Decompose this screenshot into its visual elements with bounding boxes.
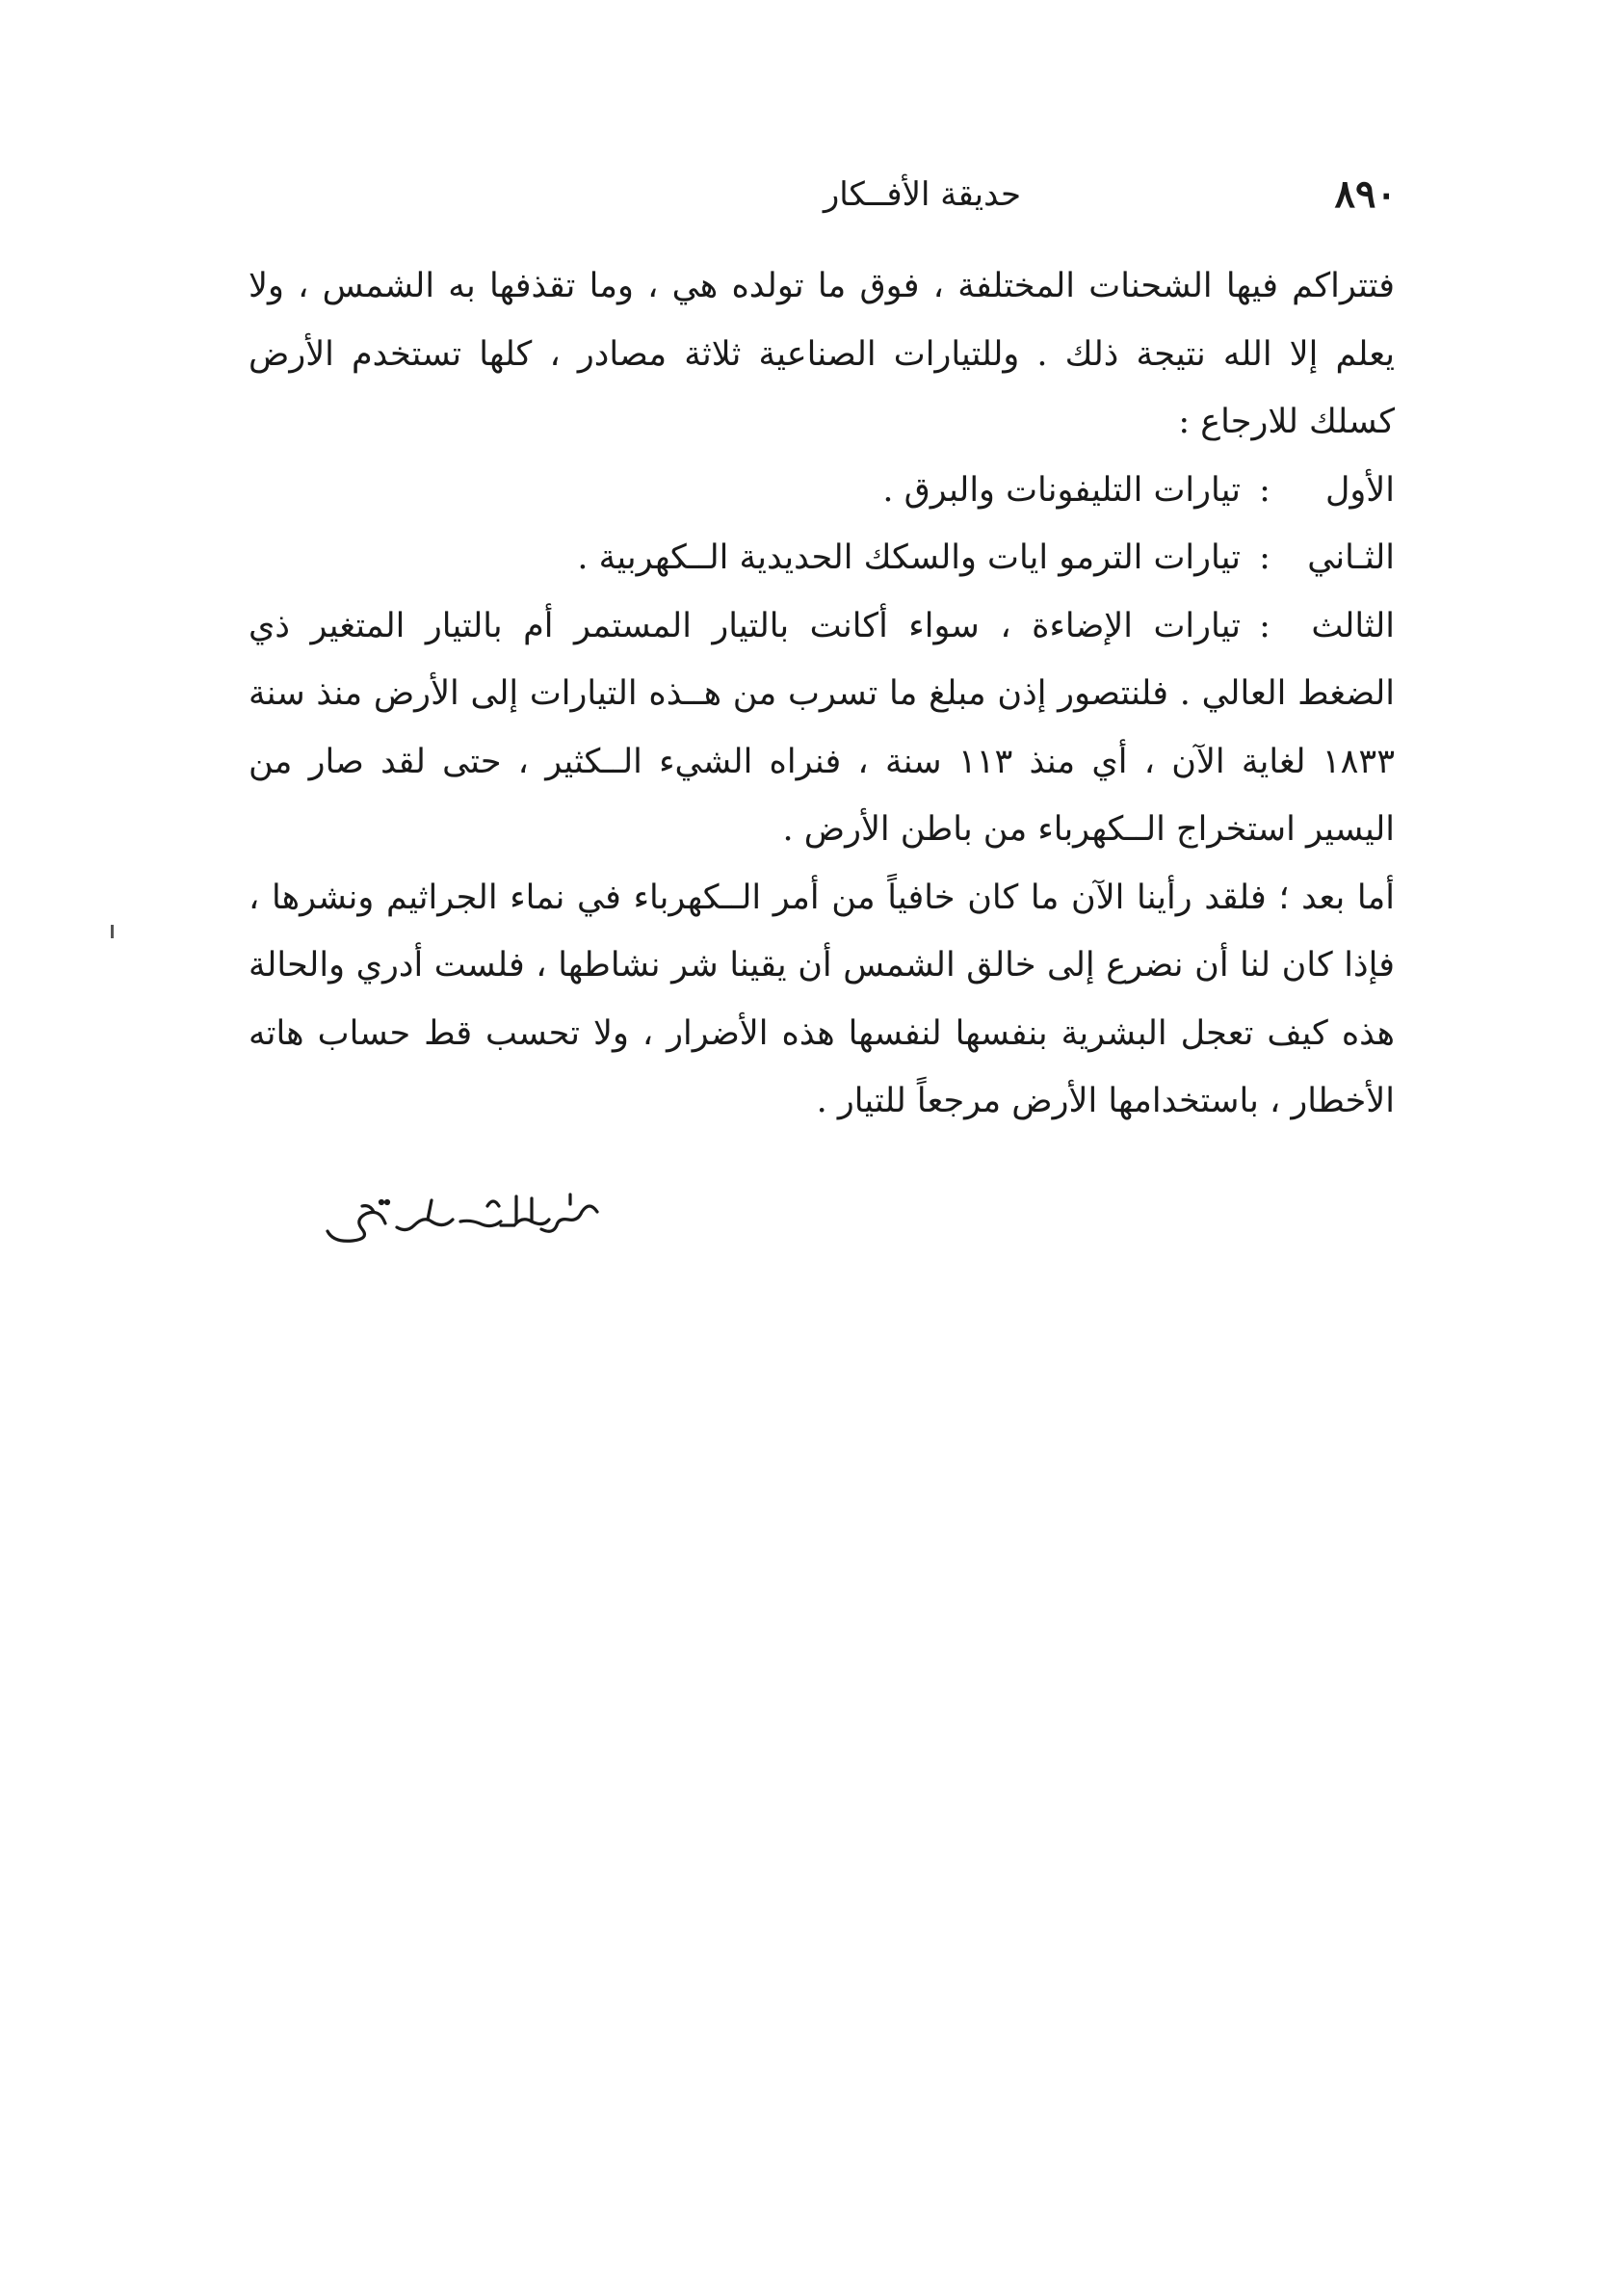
signature-drawing	[318, 1183, 607, 1260]
list-item-second	[249, 524, 1395, 592]
list-text-second: تيارات الترمو ايات والسكك الحديدية الــكهربية .	[577, 538, 1241, 577]
list-text-third: تيارات الإضاءة ، سواء أكانت بالتيار المستمر أم بالتيار المتغير ذي الضغط العالي . فلنتصور إذن مبلغ ما تسرب من هــذه التيارات إلى الأرض منذ سنة ١٨٣٣ لغاية الآن ، أي منذ ١١٣ سنة ، فنراه الشيء الــكثير ، حتى لقد صار من اليسير استخراج الــكهرباء من باطن الأرض .	[249, 606, 1395, 849]
list-item-third	[249, 592, 1395, 864]
list-text-first: تيارات التليفونات والبرق .	[882, 470, 1241, 510]
list-label-third: الثالث	[1311, 606, 1395, 645]
list-item-first	[249, 457, 1395, 525]
body-text	[249, 252, 1395, 1136]
list-label-second: الثـاني	[1307, 538, 1395, 577]
handwritten-signature	[318, 1183, 607, 1260]
list-separator: :	[1259, 538, 1270, 577]
list-separator: :	[1259, 606, 1270, 645]
running-title: حديقة الأفــكار	[823, 175, 1021, 214]
list-separator: :	[1259, 470, 1270, 510]
margin-mark	[111, 925, 114, 938]
paragraph-2: أما بعد ؛ فلقد رأينا الآن ما كان خافياً من أمر الــكهرباء في نماء الجراثيم ونشرها ، فإذا كان لنا أن نضرع إلى خالق الشمس أن يقينا شر نشاطها ، فلست أدري والحالة هذه كيف تعجل البشرية بنفسها لنفسها هذه الأضرار ، ولا تحسب قط حساب هاته الأخطار ، باستخدامها الأرض مرجعاً للتيار .	[249, 878, 1395, 1120]
paragraph-1: فتتراكم فيها الشحنات المختلفة ، فوق ما تولده هي ، وما تقذفها به الشمس ، ولا يعلم إلا الله نتيجة ذلك . وللتيارات الصناعية ثلاثة مصادر ، كلها تستخدم الأرض كسلك للارجاع :	[249, 267, 1395, 441]
page-number: ٨٩٠	[1334, 171, 1397, 217]
list-label-first: الأول	[1324, 470, 1395, 510]
page-header	[241, 171, 1397, 229]
